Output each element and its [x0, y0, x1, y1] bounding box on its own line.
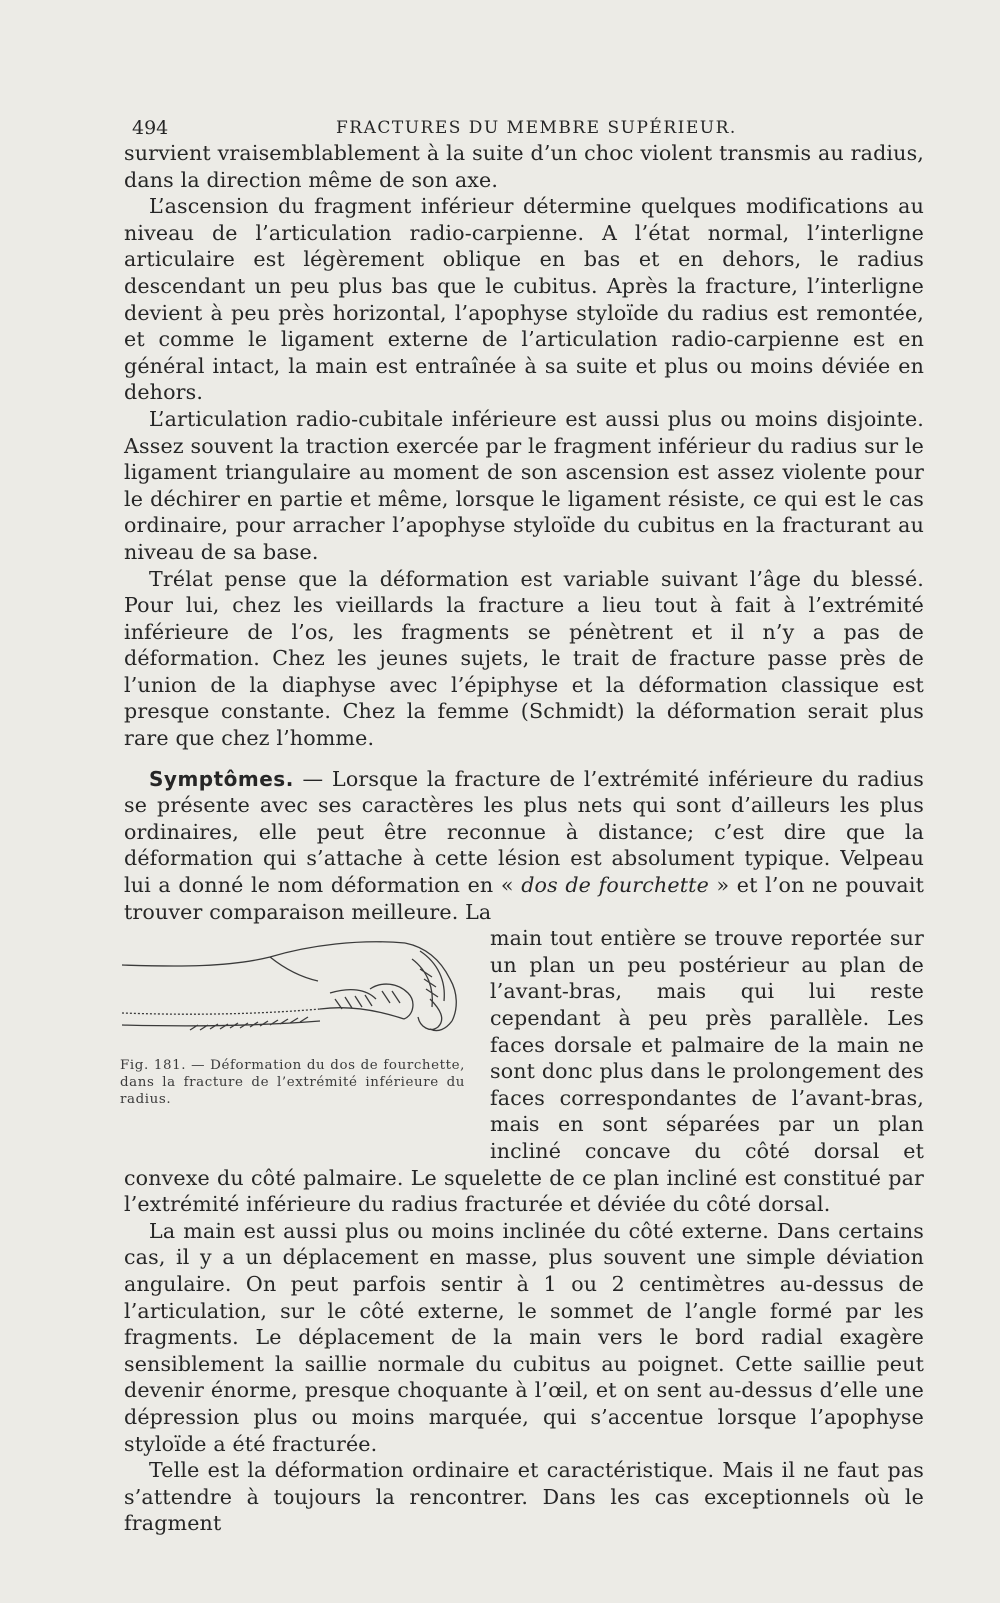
paragraph: L’articulation radio-cubitale inférieure est aussi plus ou moins disjointe. Assez souvent la traction exercée par le fragment inférieur du radius sur le ligament triangulaire au moment de son ascension est assez violente pour le déchirer en partie et même, lorsque le ligament résiste, ce qui est le cas ordinaire, pour arracher l’apophyse styloïde du cubitus en la fracturant au niveau de sa base.	[124, 406, 924, 564]
page-number: 494	[132, 117, 169, 139]
section-heading: Symptômes.	[149, 766, 294, 791]
hand-deformity-illustration	[120, 929, 470, 1054]
paragraph: La main est aussi plus ou moins inclinée du côté externe. Dans certains cas, il y a un déplacement en masse, plus souvent une simple déviation angulaire. On peut parfois sentir à 1 ou 2 centimètres au-dessus de l’articulation, sur le côté externe, le sommet de l’angle formé par les fragments. Le déplacement de la main vers le bord radial exagère sensiblement la saillie normale du cubitus au poignet. Cette saillie peut devenir énorme, presque choquante à l’œil, et on sent au-dessus d’elle une dépression plus ou moins marquée, qui s’accentue lorsque l’apophyse styloïde a été fracturée.	[124, 1218, 924, 1456]
figure-label: Fig. 181.	[120, 1058, 187, 1074]
paragraph: main tout entière se trouve reportée sur un plan un peu postérieur au plan de l’avant-bras, mais qui lui reste cependant à peu près parallèle. Les faces dorsale et palmaire de la main ne sont donc plus dans le prolongement des faces correspondantes de l’avant-bras, mais en sont séparées par un plan incliné concave du côté dorsal et convexe du côté palmaire. Le squelette de ce plan incliné est constitué par l’extrémité inférieure du radius fracturée et déviée du côté dorsal.	[124, 926, 924, 1217]
italic-term: dos de fourchette	[521, 873, 709, 898]
figure-caption	[120, 1057, 465, 1108]
section-text: — Lorsque la fracture de l’extrémité inférieure du radius se présente avec ses caractères les plus nets qui sont d’ailleurs les plus ordinaires, elle peut être reconnue à distance; c’est dire que la déformation qui s’attache à cette lésion est absolument typique. Velpeau lui a donné le nom déformation en «	[124, 766, 924, 898]
section-symptomes	[124, 766, 924, 926]
book-page	[120, 110, 925, 1537]
section-text: » et l’on ne pouvait trouver comparaison meilleure. La	[124, 873, 925, 924]
figure-181	[120, 929, 470, 1141]
figure-caption-text: — Déformation du dos de fourchette, dans la fracture de l’extrémité inférieure du radius.	[120, 1058, 466, 1108]
running-title: FRACTURES DU MEMBRE SUPÉRIEUR.	[336, 118, 737, 138]
paragraph: L’ascension du fragment inférieur détermine quelques modifications au niveau de l’articulation radio-carpienne. A l’état normal, l’interligne articulaire est légèrement oblique en bas et en dehors, le radius descendant un peu plus bas que le cubitus. Après la fracture, l’interligne devient à peu près horizontal, l’apophyse styloïde du radius est remontée, et comme le ligament externe de l’articulation radio-carpienne est en général intact, la main est entraînée à sa suite et plus ou moins déviée en dehors.	[124, 194, 924, 405]
paragraph: survient vraisemblablement à la suite d’un choc violent transmis au radius, dans la direction même de son axe.	[124, 141, 924, 192]
running-header	[124, 110, 924, 140]
paragraph: Trélat pense que la déformation est variable suivant l’âge du blessé. Pour lui, chez les vieillards la fracture a lieu tout à fait à l’extrémité inférieure de l’os, les fragments se pénètrent et il n’y a pas de déformation. Chez les jeunes sujets, le trait de fracture passe près de l’union de la diaphyse avec l’épiphyse et la déformation classique est presque constante. Chez la femme (Schmidt) la déformation serait plus rare que chez l’homme.	[124, 566, 924, 751]
paragraph: Telle est la déformation ordinaire et caractéristique. Mais il ne faut pas s’attendre à toujours la rencontrer. Dans les cas exceptionnels où le fragment	[124, 1458, 924, 1536]
